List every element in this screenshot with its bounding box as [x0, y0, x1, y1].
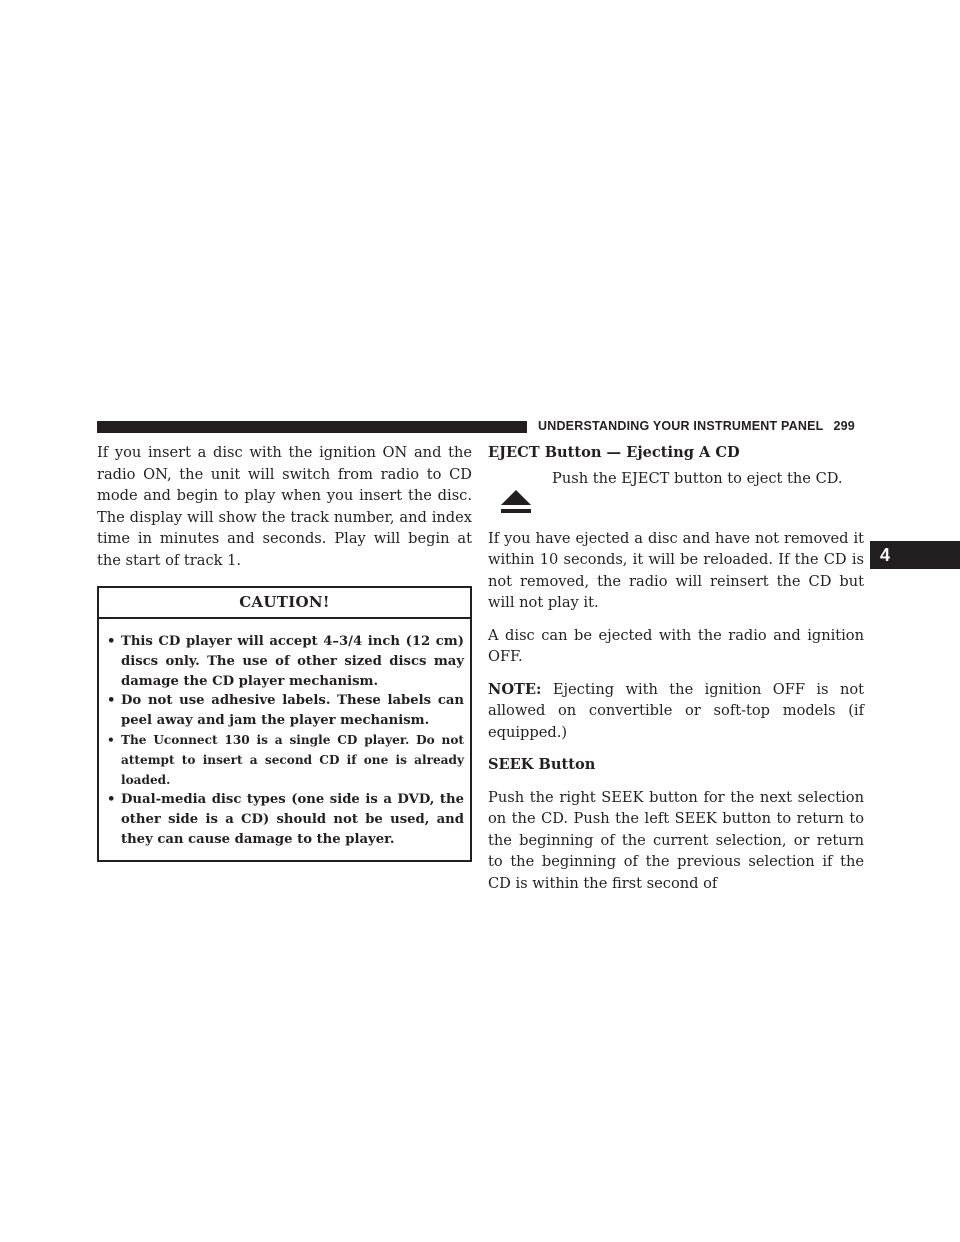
- right-column: [488, 442, 864, 894]
- eject-instruction: Push the EJECT button to eject the CD.: [552, 469, 843, 487]
- left-column: [97, 442, 472, 862]
- header-rule: [97, 421, 527, 433]
- bullet-icon: •: [107, 634, 116, 649]
- running-header: [538, 419, 855, 433]
- caution-item: • The Uconnect 130 is a single CD player. Do not attempt to insert a second CD if one is already loaded.: [107, 732, 464, 787]
- bullet-icon: •: [107, 693, 116, 709]
- seek-heading: SEEK Button: [488, 756, 596, 773]
- note-paragraph: [488, 679, 864, 744]
- caution-box: [97, 586, 472, 862]
- reload-paragraph: If you have ejected a disc and have not removed it within 10 seconds, it will be reloaded. If the CD is not removed, the radio will reinsert the CD but will not play it.: [488, 529, 864, 611]
- section-title: UNDERSTANDING YOUR INSTRUMENT PANEL: [538, 419, 824, 433]
- chapter-tab: 4: [870, 541, 960, 569]
- note-text: Ejecting with the ignition OFF is not allowed on convertible or soft-top models (if equipped.): [488, 680, 864, 741]
- caution-list: [99, 619, 470, 860]
- eject-icon: [501, 490, 531, 514]
- caution-title: CAUTION!: [99, 588, 470, 619]
- note-label: NOTE:: [488, 680, 542, 698]
- intro-paragraph: If you insert a disc with the ignition ON and the radio ON, the unit will switch from radio to CD mode and begin to play when you insert the disc. The display will show the track number, and index time in minutes and seconds. Play will begin at the start of track 1.: [97, 444, 472, 569]
- eject-heading: EJECT Button — Ejecting A CD: [488, 444, 740, 461]
- eject-instruction-row: [488, 468, 864, 528]
- caution-item: • Dual-media disc types (one side is a DVD, the other side is a CD) should not be used, and they can cause damage to the player.: [107, 792, 464, 847]
- caution-item: • This CD player will accept 4–3/4 inch (12 cm) discs only. The use of other sized discs may damage the CD player mechanism.: [107, 634, 464, 689]
- ignition-off-paragraph: A disc can be ejected with the radio and ignition OFF.: [488, 626, 864, 665]
- bullet-icon: •: [107, 792, 116, 808]
- caution-item: • Do not use adhesive labels. These labels can peel away and jam the player mechanism.: [107, 693, 464, 729]
- page-number: 299: [833, 419, 855, 433]
- seek-paragraph: Push the right SEEK button for the next selection on the CD. Push the left SEEK button to return to the beginning of the current selection, or return to the beginning of the previous selection if the CD is within the first second of: [488, 788, 864, 892]
- bullet-icon: •: [107, 732, 115, 747]
